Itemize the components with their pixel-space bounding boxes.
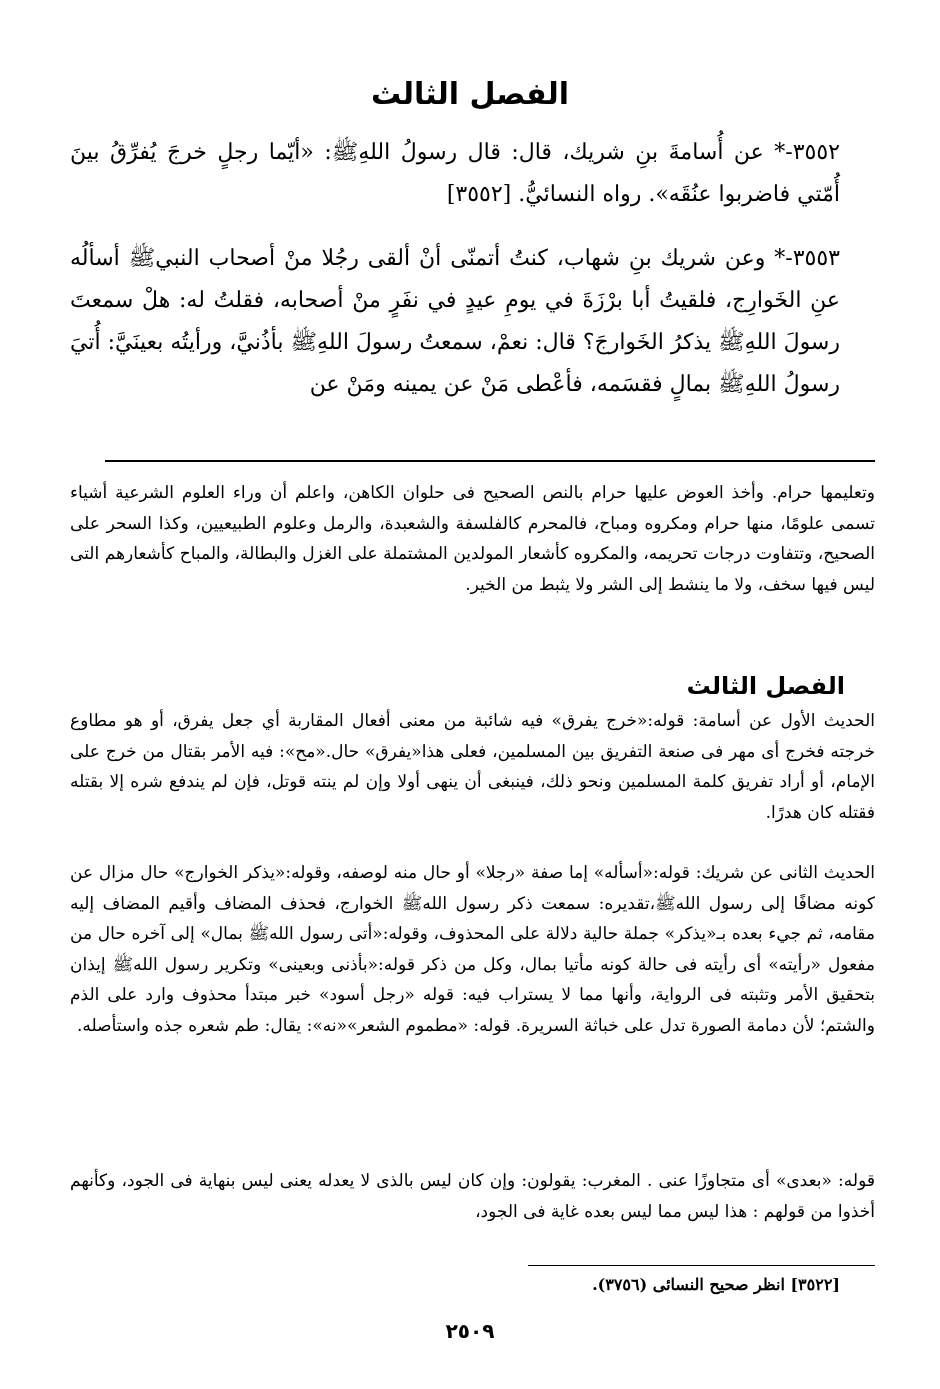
chapter-title: الفصل الثالث [370,77,569,112]
text-commentary-divider [105,460,875,462]
footnote-divider [528,1265,875,1266]
page-number: ٢٥٠٩ [445,1319,495,1343]
commentary-paragraph-3: قوله: «بعدى» أى متجاوزًا عنى . المغرب: يقولون: وإن كان ليس بالذى لا يعدله يعنى ليس بنهاية فى الجود، وكأنهم أخذوا من قولهم : هذا ليس مما ليس بعده غاية فى الجود، [70,1171,875,1222]
footnote: [٣٥٢٢] انظر صحيح النسائى (٣٧٥٦). [592,1275,840,1294]
commentary-section-title: الفصل الثالث [686,672,845,700]
commentary-paragraph-1: الحديث الأول عن أسامة: قوله:«خرج يفرق» فيه شائبة من معنى أفعال المقاربة أي جعل يفرق، أو هو مطاوع خرجته فخرج أى مهر فى صنعة التفريق بين المسلمين، فعلى هذا«يفرق» حال.«مح»: فيه الأمر بقتال من خرج على الإمام، أو أراد تفريق كلمة المسلمين ونحو ذلك، فينبغى أن ينهى أولا وإن لم ينته قوتل، فإن لم يندفع شره إلا بقتله فقتله كان هدرًا. [70,711,875,823]
commentary-intro: وتعليمها حرام. وأخذ العوض عليها حرام بالنص الصحيح فى حلوان الكاهن، واعلم أن وراء العلوم الشرعية أشياء تسمى علومًا، منها حرام ومكروه ومباح، فالمحرم كالفلسفة والشعبدة، والرمل وعلوم الطبيعيين، وكذا السحر على الصحيح، وتتفاوت درجات تحريمه، والمكروه كأشعار المولدين المشتملة على الغزل والبطالة، والمباح كأشعارهم التى ليس فيها سخف، ولا ما ينشط إلى الشر ولا يثبط من الخير. [70,483,875,595]
commentary-paragraph-2: الحديث الثانى عن شريك: قوله:«أسأله» إما صفة «رجلا» أو حال منه لوصفه، وقوله:«يذكر الخوارج» حال مزال عن كونه مضافًا إلى رسول اللهﷺ،تقديره: سمعت ذكر رسول اللهﷺ الخوارج، فحذف المضاف وأقيم المضاف إليه مقامه، ثم جيء بعده بـ«يذكر» جملة حالية دلالة على المحذوف، وقوله:«أتى رسول اللهﷺ بمال» إلى آخره حال من مفعول «رأيته» أى رأيته فى حالة كونه مأتيا بمال، وكل من ذكر قوله:«بأذنى وبعينى» وتكرير رسول اللهﷺ إيذان بتحقيق الأمر وتثبته فى الرواية، وأنها مما لا يستراب فيه: قوله «رجل أسود» خبر مبتدأ محذوف وارد على الذم والشتم؛ لأن دمامة الصورة تدل على خباثة السريرة. قوله: «مطموم الشعر»«نه»: يقال: طم شعره جذه واستأصله. [70,863,875,1036]
hadith-3552: ٣٥٥٢-* عن أُسامةَ بنِ شريك، قال: قال رسولُ اللهِﷺ: «أيّما رجلٍ خرجَ يُفرِّقُ بينَ أُمّتي فاضربوا عنُقَه». رواه النسائيُّ. [٣٥٥٢] [70,140,840,207]
hadith-3553: ٣٥٥٣-* وعن شريك بنِ شهاب، كنتُ أتمنّى أنْ ألقى رجُلا منْ أصحاب النبيﷺ أسألُه عنِ الخَوارِج، فلقيتُ أبا برْزَةَ في يومِ عيدٍ في نفَرٍ منْ أصحابه، فقلتُ له: هلْ سمعتَ رسولَ اللهِﷺ يذكرُ الخَوارجَ؟ قال: نعمْ، سمعتُ رسولَ اللهِﷺ بأذُنيَّ، ورأيتُه بعينَيَّ: أُتيَ رسولُ اللهِﷺ بمالٍ فقسَمه، فأعْطى مَنْ عن يمينه ومَنْ عن [70,246,840,397]
